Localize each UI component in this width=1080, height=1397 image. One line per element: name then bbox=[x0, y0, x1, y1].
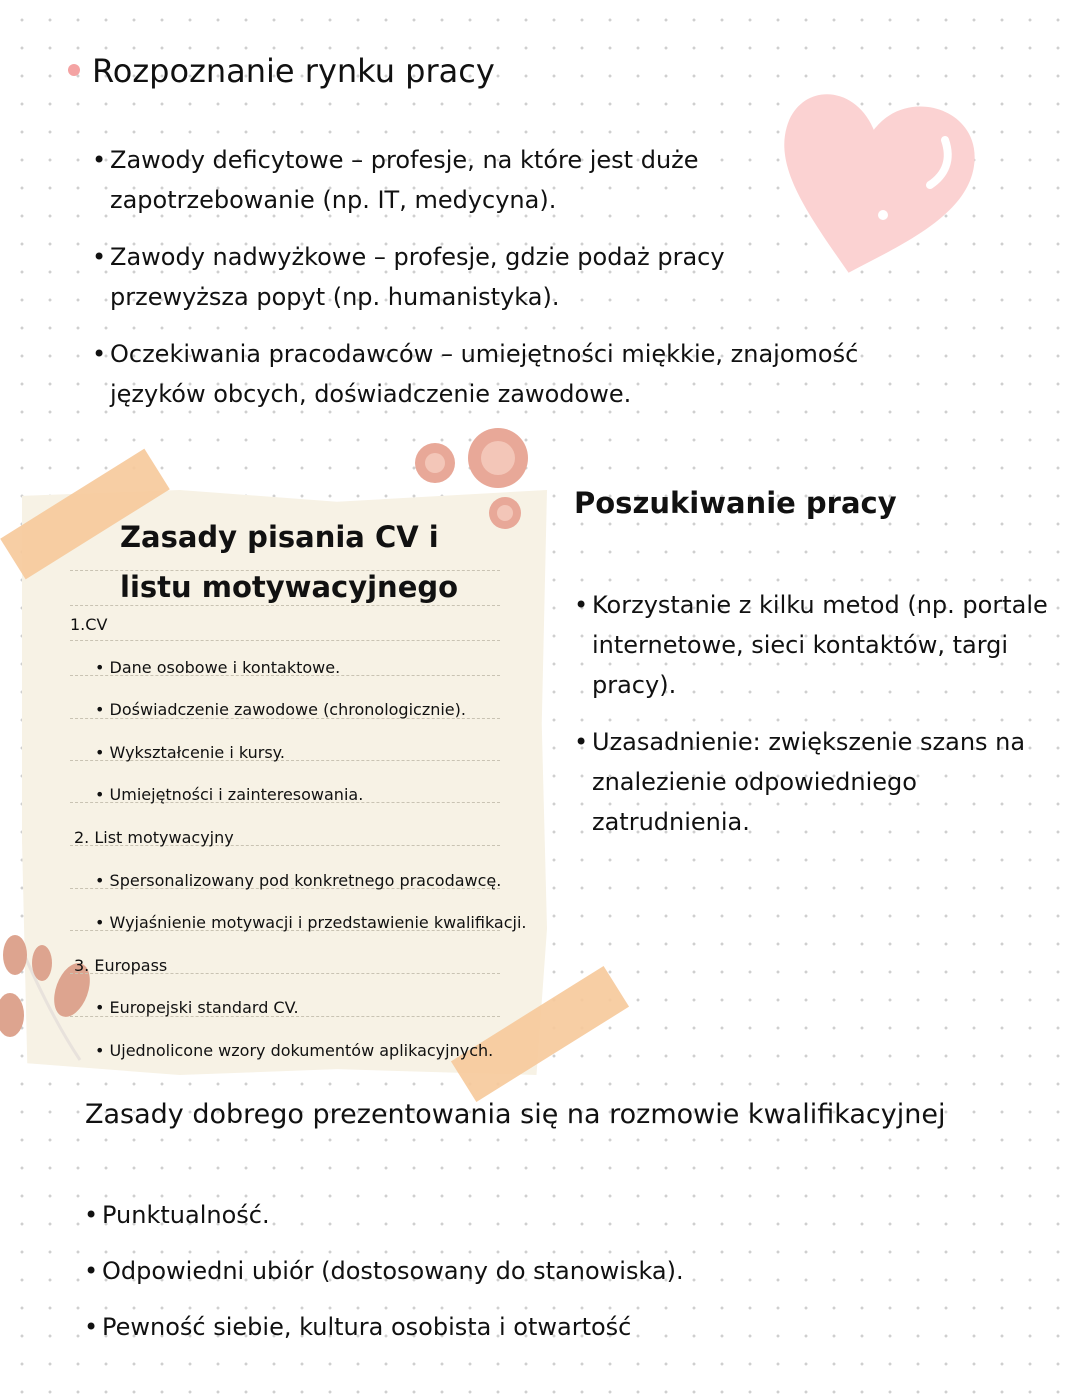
line: pracy). bbox=[592, 671, 677, 699]
bullet-icon bbox=[68, 64, 80, 76]
list-item: • Punktualność. bbox=[84, 1201, 270, 1229]
market-title: Rozpoznanie rynku pracy bbox=[92, 52, 495, 90]
list-item: • Dane osobowe i kontaktowe. bbox=[95, 657, 341, 677]
list-item: • Korzystanie z kilku metod (np. portale internetowe, sieci kontaktów, targi pracy). bbox=[592, 585, 1062, 705]
line: języków obcych, doświadczenie zawodowe. bbox=[110, 380, 632, 408]
line: Korzystanie z kilku metod (np. portale bbox=[592, 591, 1048, 619]
list-item: • Pewność siebie, kultura osobista i otwartość bbox=[84, 1313, 632, 1341]
list-item: • Wyjaśnienie motywacji i przedstawienie kwalifikacji. bbox=[95, 913, 527, 933]
section-heading: 2. List motywacyjny bbox=[74, 827, 234, 847]
list-item: • Wykształcenie i kursy. bbox=[95, 742, 285, 762]
line: internetowe, sieci kontaktów, targi bbox=[592, 631, 1009, 659]
line: przewyższa popyt (np. humanistyka). bbox=[110, 283, 560, 311]
list-item: • Ujednolicone wzory dokumentów aplikacyjnych. bbox=[95, 1040, 494, 1060]
market-list bbox=[92, 140, 890, 414]
interview-title: Zasady dobrego prezentowania się na rozmowie kwalifikacyjnej bbox=[85, 1099, 946, 1130]
section-heading: 1.CV bbox=[70, 615, 108, 634]
line: Zawody deficytowe – profesje, na które jest duże bbox=[110, 146, 699, 174]
search-title: Poszukiwanie pracy bbox=[574, 486, 897, 520]
cv-list bbox=[70, 604, 540, 1073]
line: zatrudnienia. bbox=[592, 808, 750, 836]
cv-title bbox=[120, 512, 520, 612]
list-item: • Uzasadnienie: zwiększenie szans na znalezienie odpowiedniego zatrudnienia. bbox=[592, 722, 1062, 842]
line: Oczekiwania pracodawców – umiejętności miękkie, znajomość bbox=[110, 340, 859, 368]
line: Uzasadnienie: zwiększenie szans na bbox=[592, 728, 1026, 756]
list-item: • Umiejętności i zainteresowania. bbox=[95, 785, 364, 805]
line: Zawody nadwyżkowe – profesje, gdzie podaż pracy bbox=[110, 243, 725, 271]
interview-list bbox=[84, 1195, 1002, 1347]
section-heading: 3. Europass bbox=[74, 955, 168, 975]
list-item: • Oczekiwania pracodawców – umiejętności miękkie, znajomość języków obcych, doświadczenie zawodowe. bbox=[110, 334, 890, 414]
list-item: • Odpowiedni ubiór (dostosowany do stanowiska). bbox=[84, 1257, 684, 1285]
search-list bbox=[574, 585, 1062, 842]
list-item: • Spersonalizowany pod konkretnego pracodawcę. bbox=[95, 870, 502, 890]
line: Zasady pisania CV i bbox=[120, 520, 439, 554]
list-item: • Europejski standard CV. bbox=[95, 998, 299, 1018]
line: znalezienie odpowiedniego bbox=[592, 768, 917, 796]
list-item: • Zawody nadwyżkowe – profesje, gdzie podaż pracy przewyższa popyt (np. humanistyka). bbox=[110, 237, 890, 317]
list-item: • Doświadczenie zawodowe (chronologicznie). bbox=[95, 700, 466, 720]
line: listu motywacyjnego bbox=[120, 570, 459, 604]
list-item: • Zawody deficytowe – profesje, na które jest duże zapotrzebowanie (np. IT, medycyna). bbox=[110, 140, 890, 220]
line: zapotrzebowanie (np. IT, medycyna). bbox=[110, 186, 557, 214]
